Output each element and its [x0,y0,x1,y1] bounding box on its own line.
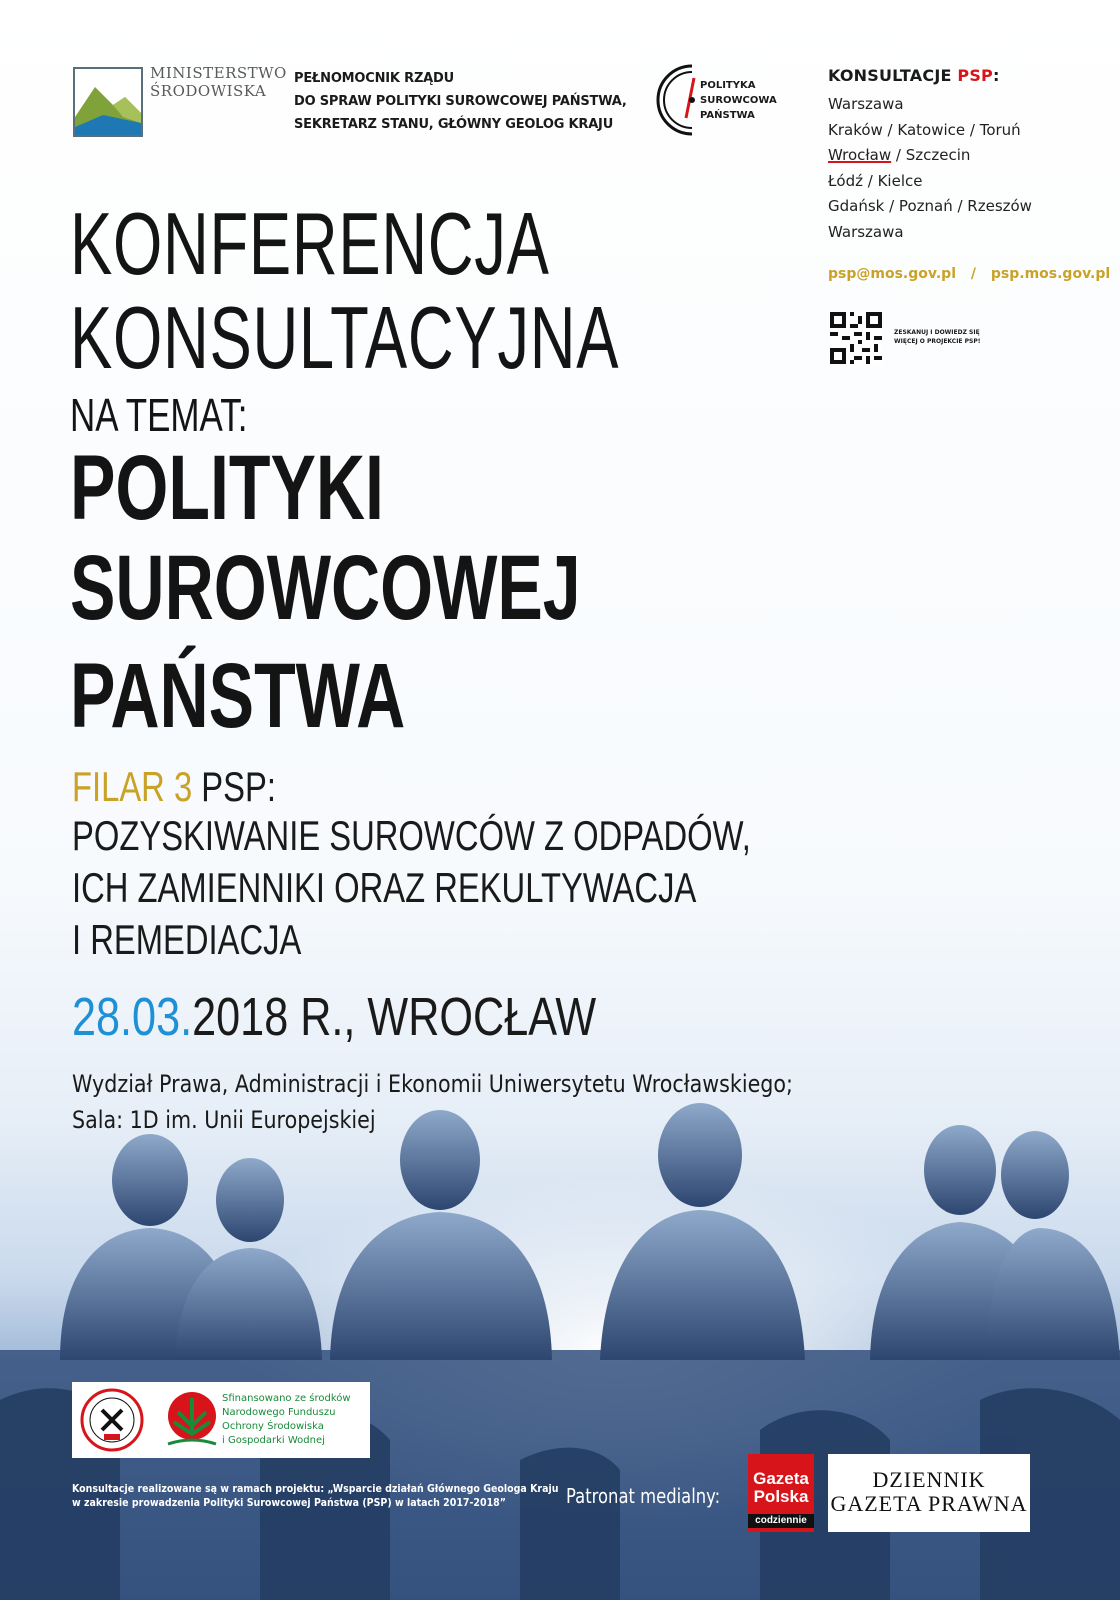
funding-line4: i Gospodarki Wodnej [222,1435,325,1446]
pillar-heading [72,764,276,810]
psp-logo-line3: PAŃSTWA [700,110,755,121]
nfosigw-logo [164,1390,220,1450]
media-patronage-label: Patronat medialny: [566,1484,721,1508]
gazeta-line3: codziennie [748,1514,814,1528]
funding-note [222,1392,351,1448]
funding-line3: Ochrony Środowiska [222,1421,324,1432]
title-line3: NA TEMAT: [70,389,248,441]
psp-logo-line2: SUROWCOWA [700,95,777,106]
current-city: Wrocław [828,146,892,164]
city-list-item-current [828,143,1088,169]
city-list-item: Łódź / Kielce [828,171,923,190]
event-date-highlight: 28.03. [72,987,193,1047]
pillar-description [72,810,751,966]
project-line1: Konsultacje realizowane są w ramach projektu: „Wsparcie działań Głównego Geologa Kraju [72,1482,559,1495]
city-list-item: Gdańsk / Poznań / Rzeszów [828,197,1032,215]
title-line6: PAŃSTWA [70,645,406,747]
psp-logo-text [700,78,777,123]
psp-logo-line1: POLITYKA [700,80,756,91]
dgp-line1: DZIENNIK [872,1467,986,1492]
dgp-line2: GAZETA PRAWNA [830,1491,1028,1516]
qr-caption: ZESKANUJ I DOWIEDZ SIĘ WIĘCEJ O PROJEKCIE PSP! [894,329,981,345]
consultations-title-accent: PSP [957,66,993,85]
gazeta-polska-logo [748,1454,814,1532]
plenipotentiary-line1: PEŁNOMOCNIK RZĄDU [294,71,454,86]
funding-line1: Sfinansowano ze środków [222,1393,351,1404]
city-list [828,92,1088,245]
pillar-desc-line1: POZYSKIWANIE SUROWCÓW Z ODPADÓW, [72,812,751,859]
title-line1: KONFERENCJA [70,194,550,293]
ministry-logo [73,67,143,137]
title-line4: POLITYKI [70,437,384,539]
venue-line1: Wydział Prawa, Administracji i Ekonomii Uniwersytetu Wrocławskiego; [72,1070,793,1098]
event-date [72,988,596,1046]
consultations-block [828,64,1088,245]
gazeta-line2: Polska [753,1487,809,1506]
ministry-name-line1: MINISTERSTWO [150,64,287,82]
gazeta-line1: Gazeta [753,1469,809,1488]
pillar-suffix: PSP: [192,763,276,810]
geological-institute-logo [80,1388,144,1452]
consultations-title-text: KONSULTACJE [828,66,952,85]
pillar-desc-line2: ICH ZAMIENNIKI ORAZ REKULTYWACJA [72,864,697,911]
city-list-item: Warszawa [828,95,904,113]
plenipotentiary-line2: DO SPRAW POLITYKI SUROWCOWEJ PAŃSTWA, [294,94,627,109]
event-date-rest: 2018 R., WROCŁAW [192,987,597,1047]
ministry-name [150,64,287,100]
dziennik-gazeta-prawna-logo [828,1454,1030,1532]
consultations-title [828,64,1088,88]
city-list-item: Kraków / Katowice / Toruń [828,120,1021,139]
title-line2: KONSULTACYJNA [70,288,620,387]
city-list-item: Warszawa [828,222,904,241]
consultations-title-colon: : [992,66,1000,85]
project-line2: w zakresie prowadzenia Polityki Surowcowej Państwa (PSP) w latach 2017-2018” [72,1496,506,1509]
plenipotentiary-title [294,67,627,136]
email-link[interactable]: psp@mos.gov.pl [828,266,956,282]
current-city-rest: / Szczecin [891,146,971,164]
plenipotentiary-line3: SEKRETARZ STANU, GŁÓWNY GEOLOG KRAJU [294,117,614,132]
ministry-name-line2: ŚRODOWISKA [150,82,267,100]
contact-separator: / [970,266,976,282]
funding-line2: Narodowego Funduszu [222,1407,336,1418]
contacts [828,266,1110,282]
pillar-desc-line3: I REMEDIACJA [72,916,302,963]
qr-code[interactable] [830,312,882,364]
project-note [72,1482,558,1510]
title-line5: SUROWCOWEJ [70,537,581,639]
website-link[interactable]: psp.mos.gov.pl [990,266,1111,282]
pillar-label: FILAR 3 [72,763,193,810]
